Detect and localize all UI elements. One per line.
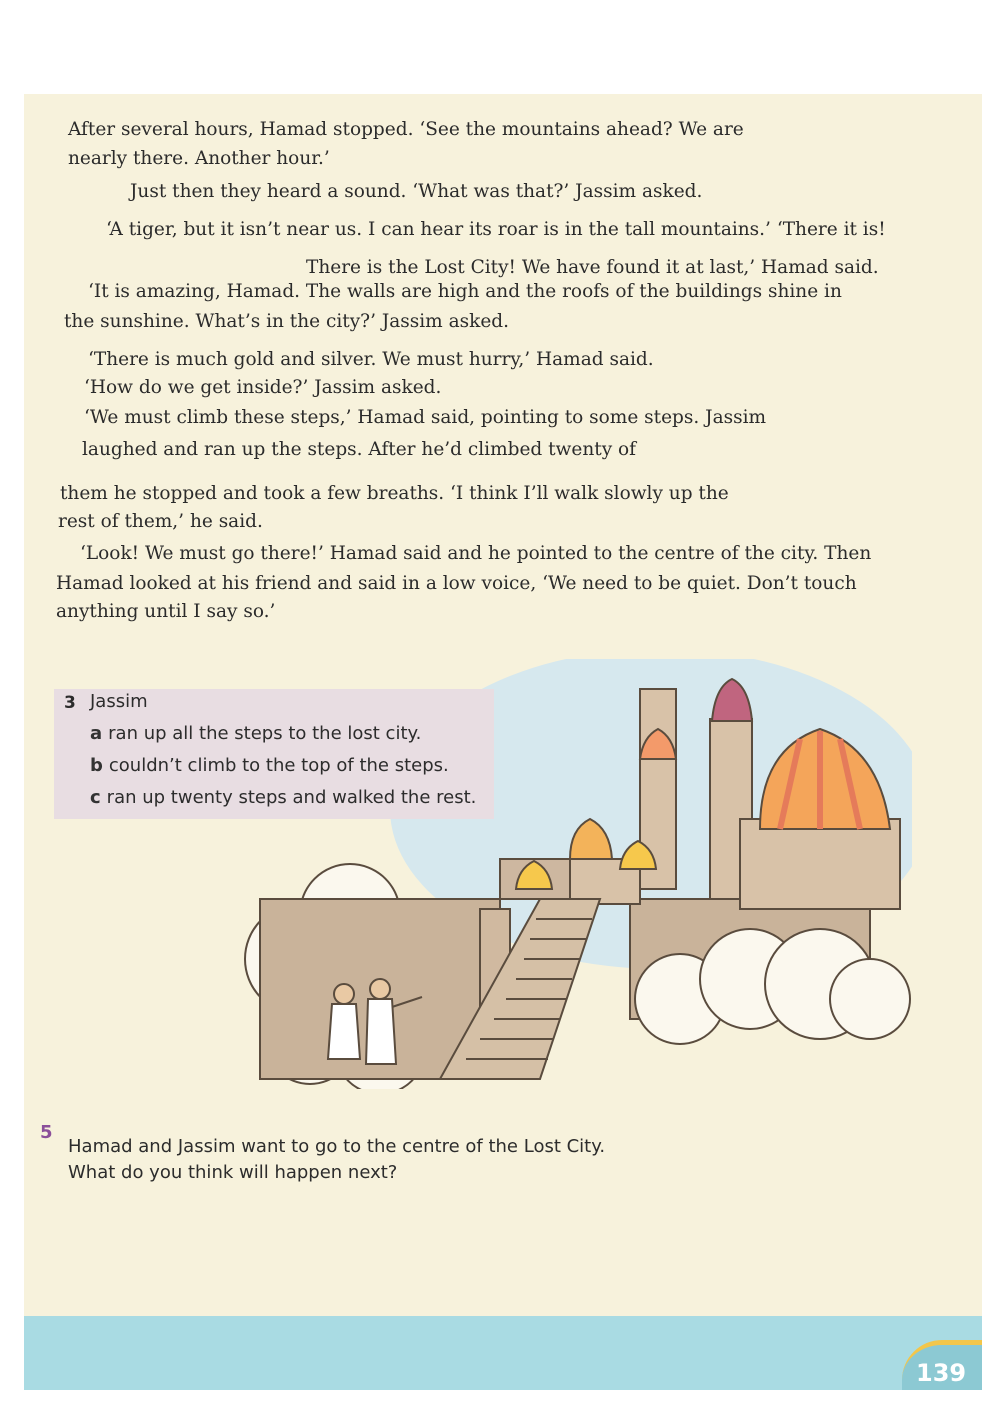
story-line: There is the Lost City! We have found it at last,’ Hamad said. (306, 257, 879, 278)
question-number: 3 (64, 693, 76, 713)
option-c[interactable] (90, 787, 476, 808)
question-stem: Jassim (90, 691, 148, 712)
story-line: Hamad looked at his friend and said in a low voice, ‘We need to be quiet. Don’t touch (56, 573, 857, 594)
option-text: ran up all the steps to the lost city. (108, 723, 422, 744)
story-line: ‘A tiger, but it isn’t near us. I can hear its roar is in the tall mountains.’ ‘There it is! (106, 219, 886, 240)
story-line: ‘Look! We must go there!’ Hamad said and he pointed to the centre of the city. Then (80, 543, 872, 564)
story-line: them he stopped and took a few breaths. ‘I think I’ll walk slowly up the (60, 483, 729, 504)
story-line: nearly there. Another hour.’ (68, 148, 330, 169)
option-text: ran up twenty steps and walked the rest. (106, 787, 477, 808)
question-5-line-2: What do you think will happen next? (68, 1162, 398, 1183)
story-line: ‘There is much gold and silver. We must hurry,’ Hamad said. (88, 349, 654, 370)
story-line: the sunshine. What’s in the city?’ Jassim asked. (64, 311, 510, 332)
footer-band (24, 1316, 982, 1390)
question-5-number: 5 (40, 1122, 53, 1143)
textbook-page (24, 94, 982, 1390)
question-5-line-1: Hamad and Jassim want to go to the centre of the Lost City. (68, 1136, 606, 1157)
story-line: Just then they heard a sound. ‘What was that?’ Jassim asked. (130, 181, 703, 202)
option-letter: a (90, 723, 103, 744)
option-letter: b (90, 755, 103, 776)
story-line: ‘It is amazing, Hamad. The walls are high and the roofs of the buildings shine in (88, 281, 842, 302)
option-letter: c (90, 787, 101, 808)
story-line: anything until I say so.’ (56, 601, 276, 622)
page-number: 139 (916, 1359, 967, 1387)
option-b[interactable] (90, 755, 449, 776)
option-text: couldn’t climb to the top of the steps. (108, 755, 449, 776)
option-a[interactable] (90, 723, 421, 744)
story-line: rest of them,’ he said. (58, 511, 263, 532)
story-line: ‘How do we get inside?’ Jassim asked. (84, 377, 442, 398)
question-3-box (54, 689, 494, 819)
story-line: laughed and ran up the steps. After he’d climbed twenty of (82, 439, 637, 460)
story-line: After several hours, Hamad stopped. ‘See the mountains ahead? We are (68, 119, 744, 140)
story-line: ‘We must climb these steps,’ Hamad said, pointing to some steps. Jassim (84, 407, 767, 428)
